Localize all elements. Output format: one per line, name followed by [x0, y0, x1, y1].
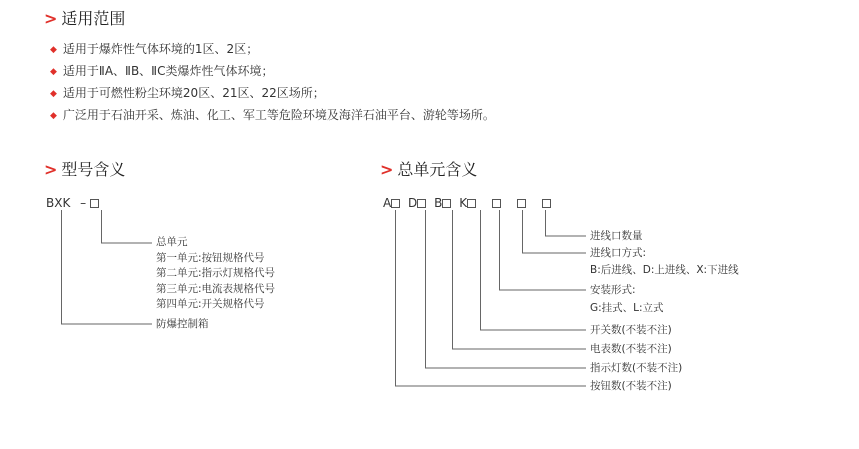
- chevron-right-icon: >: [44, 160, 58, 179]
- total-label-switch: 开关数(不装不注): [590, 324, 672, 336]
- diamond-bullet-icon: ◆: [50, 45, 57, 55]
- total-title: 总单元含义: [397, 160, 478, 179]
- total-label-install-detail: G:挂式、L:立式: [590, 302, 664, 314]
- model-label-unit3: 第三单元:电流表规格代号: [156, 283, 276, 295]
- total-label-button: 按钮数(不装不注): [590, 380, 672, 392]
- model-label-product: 防爆控制箱: [156, 318, 209, 330]
- list-item: ◆ 适用于ⅡA、ⅡB、ⅡC类爆炸性气体环境；: [50, 64, 274, 78]
- leader-line-meter: [453, 210, 587, 349]
- leader-line-lamp: [426, 210, 587, 368]
- leader-line-total-unit: [102, 210, 153, 243]
- scope-title: 适用范围: [61, 9, 126, 28]
- total-label-install: 安装形式:: [590, 284, 636, 296]
- leader-line-product: [62, 210, 153, 324]
- total-label-entry-mode: 进线口方式:: [590, 247, 647, 259]
- total-label-meter: 电表数(不装不注): [590, 343, 672, 355]
- diamond-bullet-icon: ◆: [50, 89, 57, 99]
- total-label-lamp: 指示灯数(不装不注): [590, 362, 683, 374]
- chevron-right-icon: >: [44, 9, 58, 28]
- model-label-unit4: 第四单元:开关规格代号: [156, 298, 265, 310]
- total-label-entry-mode-detail: B:后进线、D:上进线、X:下进线: [590, 264, 739, 276]
- list-item: ◆ 适用于爆炸性气体环境的1区、2区；: [50, 42, 259, 56]
- total-code: A D B K: [383, 196, 551, 210]
- total-label-entry-qty: 进线口数量: [590, 230, 643, 242]
- model-code-prefix: BXK: [46, 196, 71, 210]
- model-label-total-unit: 总单元: [156, 236, 188, 248]
- diamond-bullet-icon: ◆: [50, 67, 57, 77]
- leader-line-entry-qty: [546, 210, 587, 236]
- model-label-unit1: 第一单元:按钮规格代号: [156, 252, 265, 264]
- model-title: 型号含义: [61, 160, 126, 179]
- leader-line-entry-mode: [523, 210, 587, 253]
- leader-line-install: [500, 210, 587, 290]
- list-item: ◆ 广泛用于石油开采、炼油、化工、军工等危险环境及海洋石油平台、游轮等场所。: [50, 108, 495, 122]
- list-item: ◆ 适用于可燃性粉尘环境20区、21区、22区场所；: [50, 86, 325, 100]
- model-label-unit2: 第二单元:指示灯规格代号: [156, 267, 276, 279]
- model-code-dash: –: [80, 196, 87, 210]
- diamond-bullet-icon: ◆: [50, 111, 57, 121]
- chevron-right-icon: >: [380, 160, 394, 179]
- leader-line-switch: [481, 210, 587, 330]
